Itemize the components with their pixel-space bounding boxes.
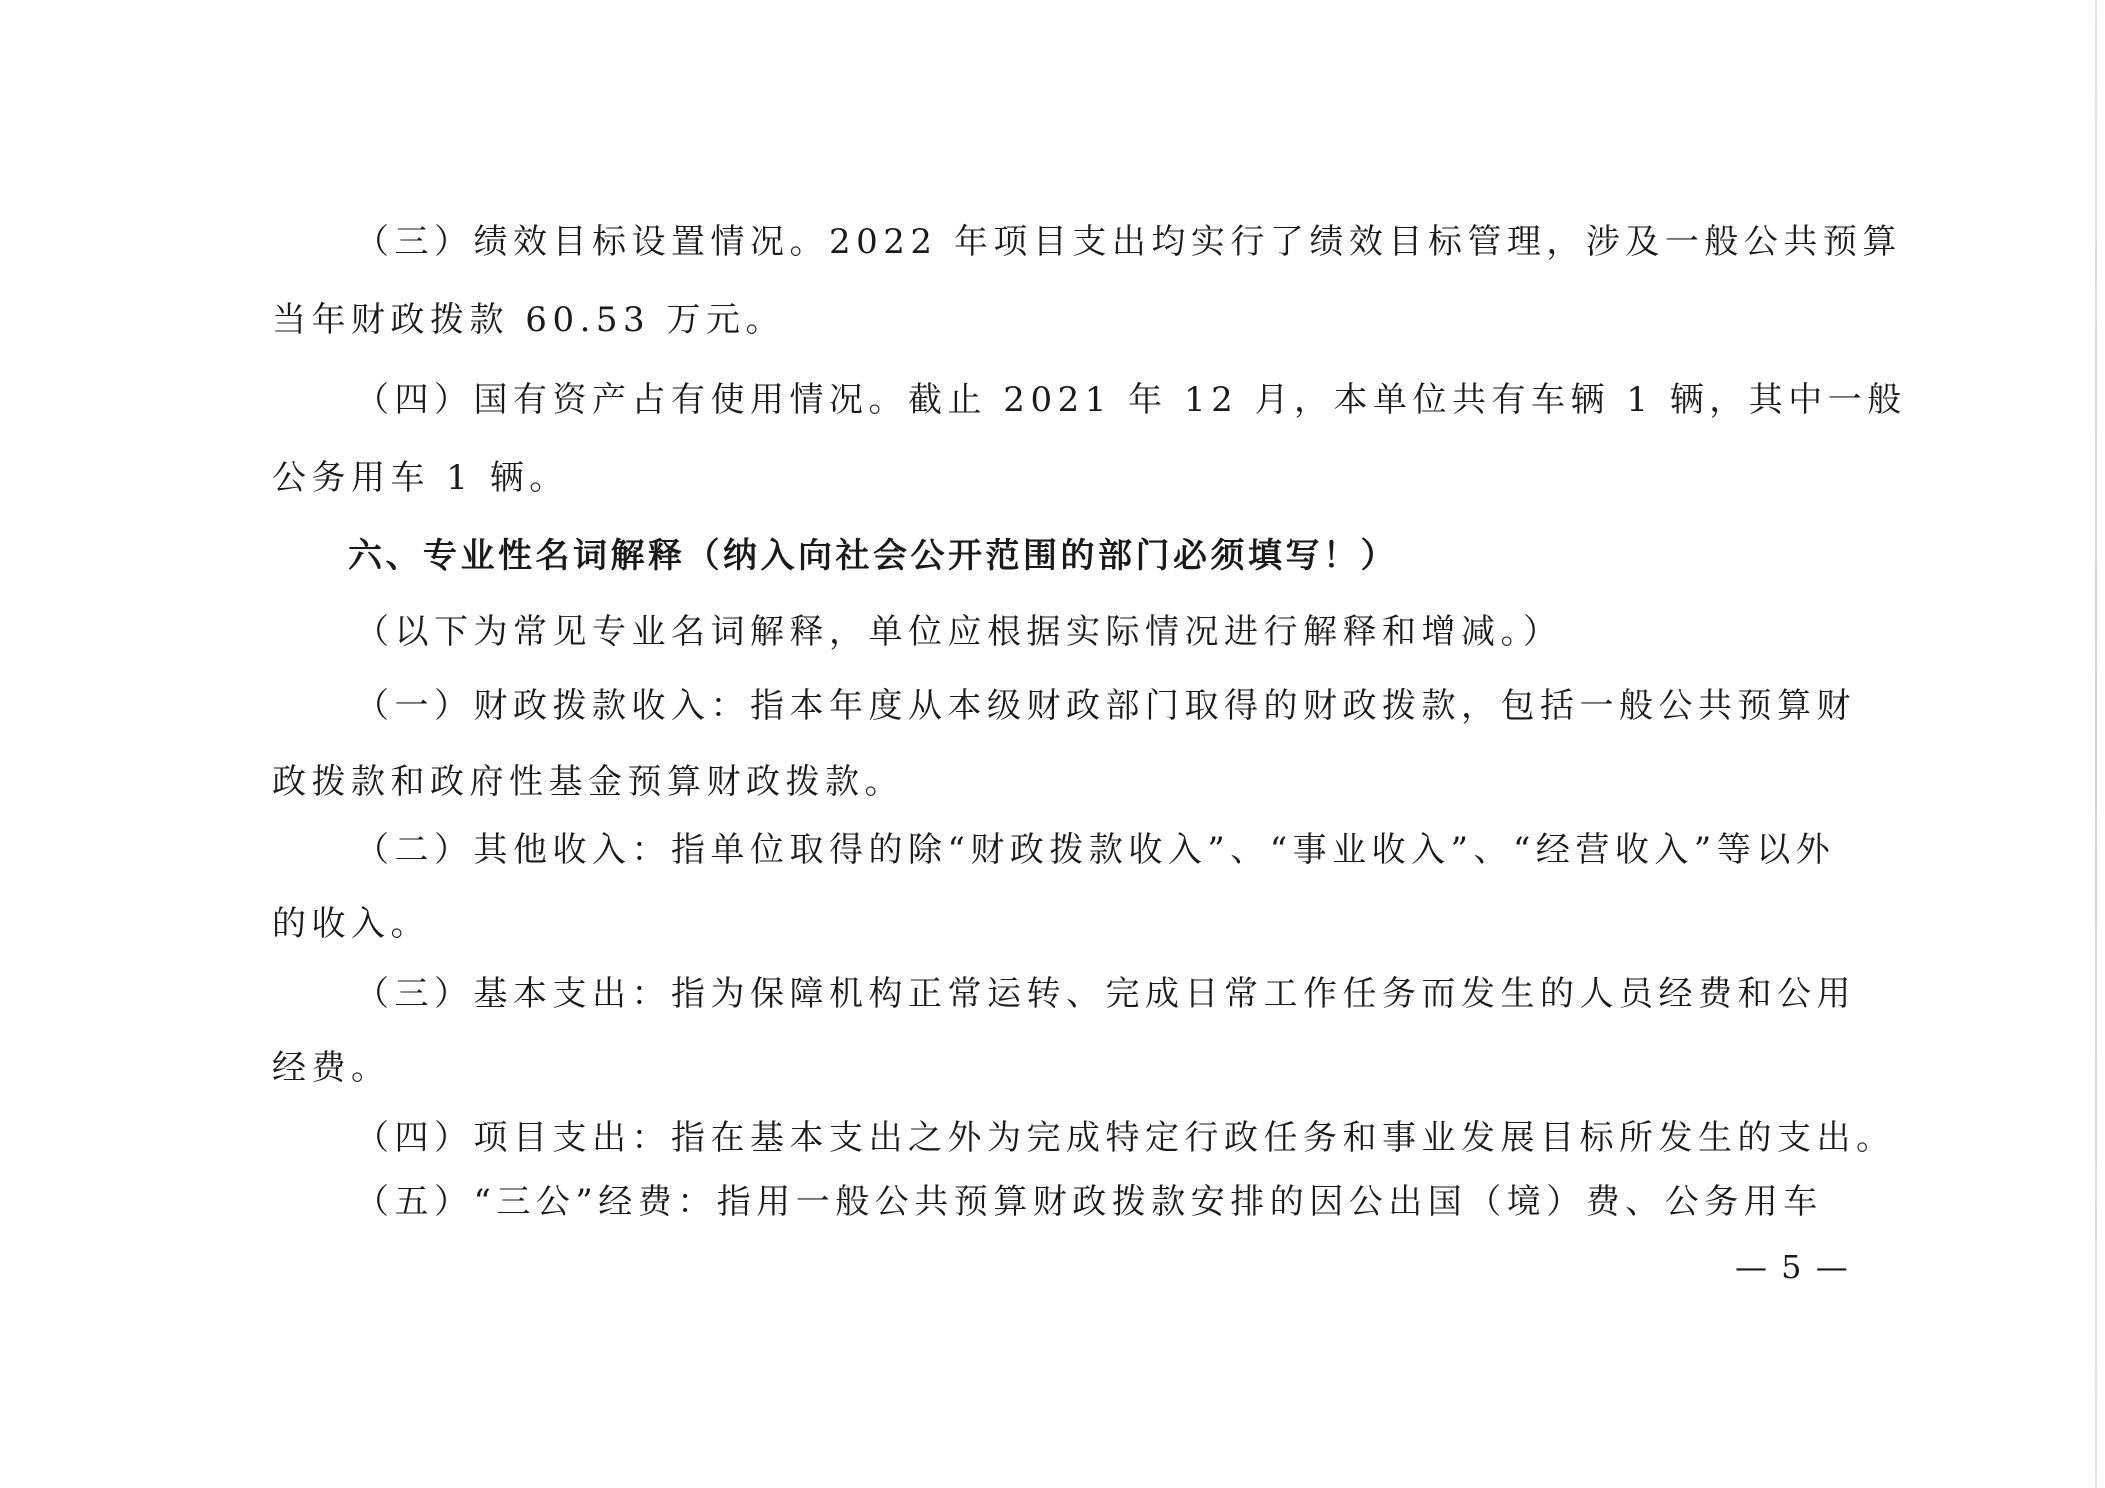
paragraph-state-assets-line-1: （四）国有资产占有使用情况。截止 2021 年 12 月，本单位共有车辆 1 辆，其中一般 xyxy=(355,380,1907,420)
section-note: （以下为常见专业名词解释，单位应根据实际情况进行解释和增减。） xyxy=(355,612,1563,652)
page-edge-shadow xyxy=(2095,0,2097,1488)
paragraph-state-assets-line-2: 公务用车 1 辆。 xyxy=(272,458,569,498)
definition-basic-expenditure-line-1: （三）基本支出：指为保障机构正常运转、完成日常工作任务而发生的人员经费和公用 xyxy=(355,974,1856,1014)
definition-project-expenditure: （四）项目支出：指在基本支出之外为完成特定行政任务和事业发展目标所发生的支出。 xyxy=(355,1118,1896,1158)
definition-three-public-expenses-line-1: （五）“三公”经费：指用一般公共预算财政拨款安排的因公出国（境）费、公务用车 xyxy=(355,1182,1823,1222)
section-heading-terminology: 六、专业性名词解释（纳入向社会公开范围的部门必须填写！） xyxy=(348,536,1398,576)
definition-other-income-line-2: 的收入。 xyxy=(272,904,430,944)
paragraph-performance-goals-line-1: （三）绩效目标设置情况。2022 年项目支出均实行了绩效目标管理，涉及一般公共预算 xyxy=(355,222,1902,262)
definition-other-income-line-1: （二）其他收入：指单位取得的除“财政拨款收入”、“事业收入”、“经营收入”等以外 xyxy=(355,830,1836,870)
definition-fiscal-income-line-2: 政拨款和政府性基金预算财政拨款。 xyxy=(272,762,904,802)
definition-basic-expenditure-line-2: 经费。 xyxy=(272,1048,391,1088)
paragraph-performance-goals-line-2: 当年财政拨款 60.53 万元。 xyxy=(272,300,785,340)
definition-fiscal-income-line-1: （一）财政拨款收入：指本年度从本级财政部门取得的财政拨款，包括一般公共预算财 xyxy=(355,686,1856,726)
page-number: — 5 — xyxy=(1735,1248,1850,1286)
